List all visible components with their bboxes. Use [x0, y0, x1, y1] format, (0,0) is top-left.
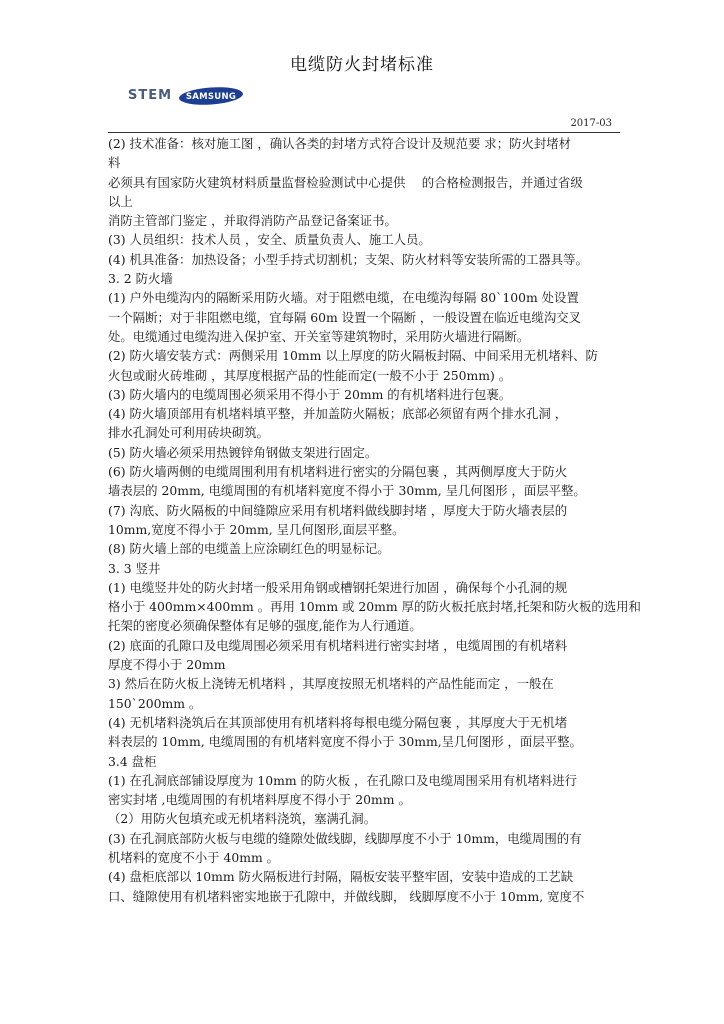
text-line: (2) 防火墙安装方式：两侧采用 10mm 以上厚度的防火隔板封隔、中间采用无机堵料、防	[108, 348, 598, 364]
text-line: (1) 电缆竖井处的防火封堵一般采用角钢或槽钢托架进行加固 ，确保每个小孔洞的规	[108, 579, 568, 595]
text-line: 3. 3 竖井	[108, 560, 161, 576]
text-line: (5) 防火墙必须采用热镀锌角钢做支架进行固定。	[108, 444, 378, 460]
samsung-logo-text: SAMSUNG	[185, 92, 237, 102]
text-line: 托架的密度必须确保整体有足够的强度,能作为人行通道。	[108, 618, 422, 634]
text-line: 口、缝隙使用有机堵料密实地嵌于孔隙中，并做线脚， 线脚厚度不小于 10mm, 宽度不	[108, 888, 585, 904]
text-line: 一个隔断；对于非阻燃电缆，宜每隔 60m 设置一个隔断 ，一般设置在临近电缆沟交叉	[108, 309, 582, 325]
text-line: 格小于 400mm×400mm 。再用 10mm 或 20mm 厚的防火板托底封堵,托架和防火板的选用和	[108, 599, 641, 615]
text-line: 料	[108, 155, 121, 171]
text-line: 3) 然后在防火板上浇铸无机堵料 ，其厚度按照无机堵料的产品性能而定 ，一般在	[108, 676, 554, 692]
text-line: 处。电缆通过电缆沟进入保护室、开关室等建筑物时，采用防火墙进行隔断。	[108, 328, 530, 344]
text-line: 厚度不得小于 20mm	[108, 657, 226, 673]
text-line: 机堵料的宽度不小于 40mm 。	[108, 849, 280, 865]
text-line: (4) 盘柜底部以 10mm 防火隔板进行封隔，隔板安装平整牢固，安装中造成的工艺缺	[108, 869, 574, 885]
text-line: (1) 户外电缆沟内的隔断采用防火墙。对于阻燃电缆，在电缆沟每隔 80`100m 处设置	[108, 290, 579, 306]
text-line: 3.4 盘柜	[108, 753, 157, 769]
text-line: 消防主管部门鉴定 ，并取得消防产品登记备案证书。	[108, 213, 397, 229]
text-line: (1) 在孔洞底部铺设厚度为 10mm 的防火板 ，在孔隙口及电缆周围采用有机堵料进行	[108, 772, 578, 788]
text-line: 10mm,宽度不得小于 20mm, 呈几何图形,面层平整。	[108, 521, 405, 537]
text-line: 墙表层的 20mm, 电缆周围的有机堵料宽度不得小于 30mm, 呈几何图形 ，面层平整。	[108, 483, 586, 499]
text-line: (2) 技术准备：核对施工图 ，确认各类的封堵方式符合设计及规范要 求；防火封堵材	[108, 136, 572, 151]
text-line: (3) 在孔洞底部防火板与电缆的缝隙处做线脚，线脚厚度不小于 10mm，电缆周围的有	[108, 830, 582, 846]
text-line: (3) 人员组织：技术人员 ，安全、质量负责人、施工人员。	[108, 232, 431, 248]
text-line: 150`200mm 。	[108, 695, 202, 711]
text-line: (6) 防火墙两侧的电缆周围利用有机堵料进行密实的分隔包裹 ，其两侧厚度大于防火	[108, 464, 568, 480]
document-title: 电缆防火封堵标准	[290, 55, 434, 75]
text-line: (2) 底面的孔隙口及电缆周围必须采用有机堵料进行密实封堵 ，电缆周围的有机堵料	[108, 637, 568, 653]
header-divider	[108, 132, 620, 133]
text-line: (4) 机具准备：加热设备；小型手持式切割机；支架、防火材料等安装所需的工器具等。	[108, 251, 588, 267]
text-line: (7) 沟底、防火隔板的中间缝隙应采用有机堵料做线脚封堵 ，厚度大于防火墙表层的	[108, 502, 568, 518]
text-line: (8) 防火墙上部的电缆盖上应涂刷红色的明显标记。	[108, 541, 390, 557]
text-line: （2）用防火包填充或无机堵料浇筑，塞满孔洞。	[108, 811, 377, 827]
text-line: (3) 防火墙内的电缆周围必须采用不得小于 20mm 的有机堵料进行包裹。	[108, 386, 512, 402]
document-date: 2017-03	[570, 118, 612, 129]
stem-logo: STEM	[128, 88, 173, 103]
samsung-logo-icon	[178, 86, 244, 106]
text-line: 3. 2 防火墙	[108, 271, 173, 287]
text-line: 料表层的 10mm, 电缆周围的有机堵料宽度不得小于 30mm,呈几何图形 ，面层平整。	[108, 734, 582, 750]
document-body	[108, 134, 641, 906]
text-line: 密实封堵 ,电缆周围的有机堵料厚度不得小于 20mm 。	[108, 792, 411, 808]
text-line: 排水孔洞处可利用砖块砌筑。	[108, 425, 270, 441]
text-line: 以上	[108, 193, 133, 209]
text-line: 必须具有国家防火建筑材料质量监督检验测试中心提供 的合格检测报告，并通过省级	[108, 174, 583, 190]
text-line: (4) 防火墙顶部用有机堵料填平整，并加盖防火隔板；底部必须留有两个排水孔洞 ，	[108, 406, 568, 422]
text-line: (4) 无机堵料浇筑后在其顶部使用有机堵料将每根电缆分隔包裹 ，其厚度大于无机堵	[108, 714, 568, 730]
text-line: 火包或耐火砖堆砌 ，其厚度根据产品的性能而定(一般不小于 250mm) 。	[108, 367, 512, 383]
